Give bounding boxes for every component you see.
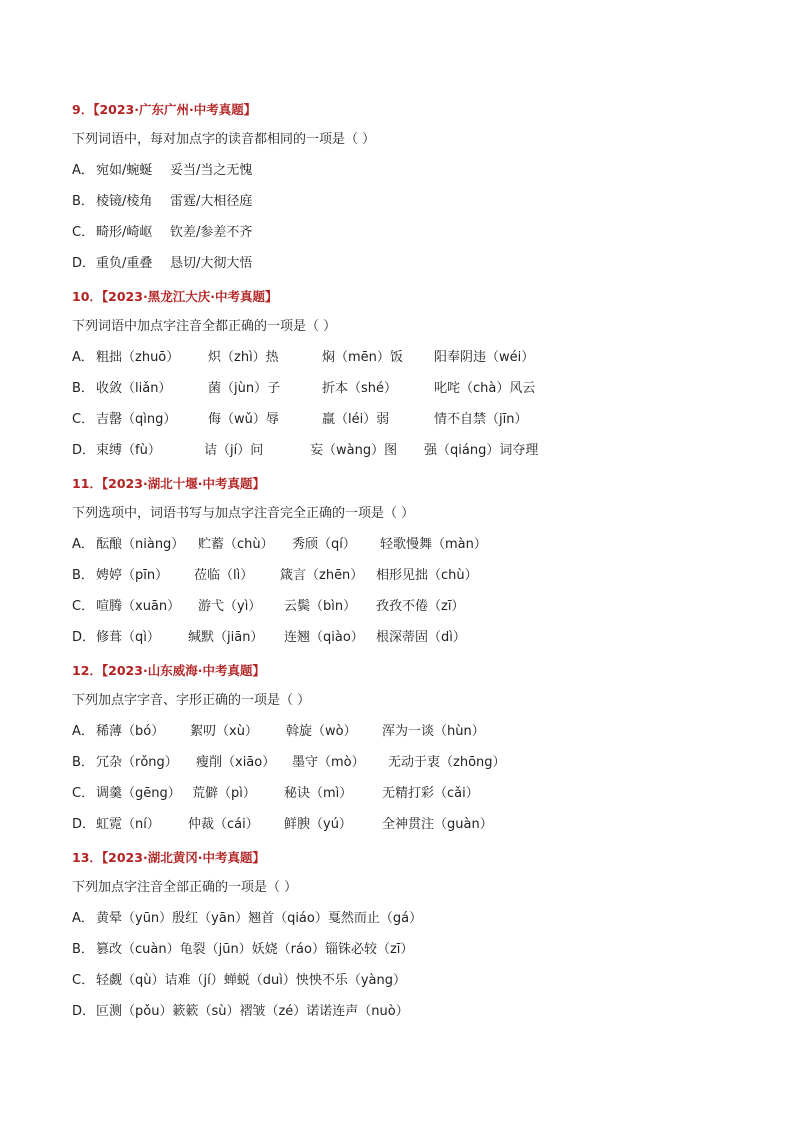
option-a[interactable]: A． 酝酿（niàng） 贮蓄（chù） 秀颀（qí） 轻歌慢舞（màn） [72,537,487,552]
option-c[interactable]: C． 轻觑（qù）诘难（jí）蝉蜕（duì）怏怏不乐（yàng） [72,973,406,988]
option-b[interactable]: B． 冗杂（rǒng） 瘦削（xiāo） 墨守（mò） 无动于衷（zhōng） [72,755,506,770]
option-d[interactable]: D．重负/重叠 恳切/大彻大悟 [72,256,253,271]
option-d[interactable]: D．虹霓（ní） 仲裁（cái） 鲜腴（yú） 全神贯注（guàn） [72,817,493,832]
option-d[interactable]: D．修葺（qì） 缄默（jiān） 连翘（qiào） 根深蒂固（dì） [72,630,466,645]
question-source: 【2023·湖北十堰·中考真题】 [101,476,265,491]
option-b[interactable]: B． 棱镜/棱角 雷霆/大相径庭 [72,194,253,209]
option-d[interactable]: D．叵测（pǒu）簌簌（sù）褶皱（zé）诺诺连声（nuò） [72,1004,409,1019]
option-b[interactable]: B． 篡改（cuàn）龟裂（jūn）妖娆（ráo）锱铢必较（zī） [72,942,414,957]
question-number: 12． [72,663,102,678]
option-c[interactable]: C． 喧腾（xuān） 游弋（yì） 云鬓（bìn） 孜孜不倦（zī） [72,599,465,614]
question-header [72,99,752,121]
question-number: 10． [72,289,102,304]
option-a[interactable]: A． 稀薄（bó） 絮叨（xù） 斡旋（wò） 浑为一谈（hùn） [72,724,485,739]
question-header [72,473,752,495]
question-header [72,286,752,308]
option-b[interactable]: B． 收敛（liǎn） 菌（jùn）子 折本（shé） 叱咤（chà）风云 [72,381,536,396]
option-c[interactable]: C． 调羹（gēng） 荒僻（pì） 秘诀（mì） 无精打彩（cǎi） [72,786,479,801]
option-a[interactable]: A． 粗拙（zhuō） 炽（zhì）热 焖（mēn）饭 阳奉阴违（wéi） [72,350,535,365]
question-source: 【2023·山东威海·中考真题】 [101,663,265,678]
option-d[interactable]: D．束缚（fù） 诘（jí）问 妄（wàng）图 强（qiáng）词夺理 [72,443,539,458]
question-10 [72,286,752,466]
question-stem: 下列加点字字音、字形正确的一项是（ ） [72,693,311,708]
question-13 [72,847,752,1027]
question-12 [72,660,752,840]
question-source: 【2023·广东广州·中考真题】 [93,102,257,117]
question-9 [72,99,752,279]
question-stem: 下列加点字注音全部正确的一项是（ ） [72,880,298,895]
question-stem: 下列词语中加点字注音全都正确的一项是（ ） [72,319,337,334]
option-a[interactable]: A． 黄晕（yūn）殷红（yān）翘首（qiáo）戛然而止（gá） [72,911,423,926]
question-source: 【2023·黑龙江大庆·中考真题】 [101,289,278,304]
question-number: 9． [72,102,94,117]
option-c[interactable]: C． 畸形/崎岖 钦差/参差不齐 [72,225,253,240]
question-number: 11． [72,476,102,491]
question-stem: 下列词语中，每对加点字的读音都相同的一项是（ ） [72,132,376,147]
question-stem: 下列选项中，词语书写与加点字注音完全正确的一项是（ ） [72,506,415,521]
question-header [72,847,752,869]
option-b[interactable]: B． 娉婷（pīn） 莅临（lì） 箴言（zhēn） 相形见拙（chù） [72,568,478,583]
option-c[interactable]: C． 吉罄（qìng） 侮（wǔ）辱 羸（léi）弱 情不自禁（jīn） [72,412,528,427]
question-source: 【2023·湖北黄冈·中考真题】 [101,850,265,865]
question-number: 13． [72,850,102,865]
option-a[interactable]: A． 宛如/蜿蜒 妥当/当之无愧 [72,163,253,178]
question-11 [72,473,752,653]
question-header [72,660,752,682]
